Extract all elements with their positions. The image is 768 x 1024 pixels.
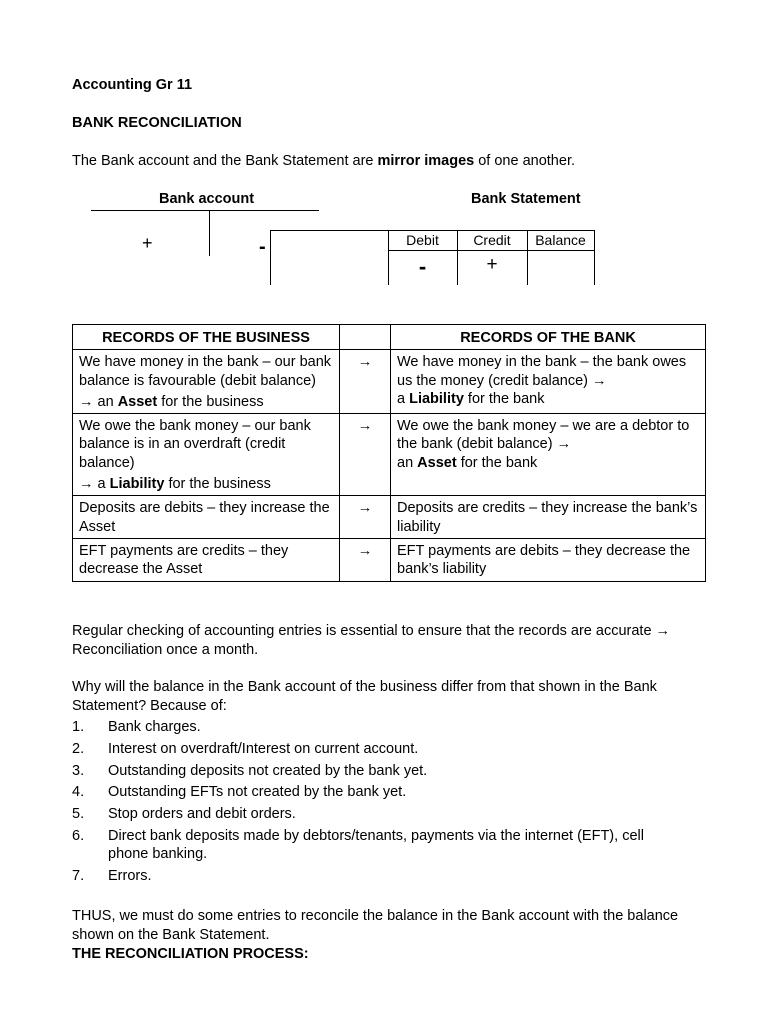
list-text: Stop orders and debit orders. (108, 806, 296, 823)
tail-pre: a (397, 390, 410, 407)
list-text: Direct bank deposits made by debtors/tenants, payments via the internet (EFT), cell phone banking. (108, 827, 644, 863)
tail-post: for the business (164, 476, 271, 493)
table-row (73, 414, 706, 496)
bank-account-label: Bank account (159, 191, 255, 207)
bank-cell: Deposits are credits – they increase the bank’s liability (391, 496, 706, 539)
list-item (72, 762, 668, 781)
bank-tail (397, 454, 699, 472)
header-arrow (340, 325, 391, 350)
tail-bold: Asset (417, 454, 457, 471)
list-number: 1. (72, 719, 85, 735)
records-table (72, 324, 706, 582)
statement-col-debit: Debit (406, 232, 439, 248)
list-item (72, 783, 668, 802)
statement-right-border (594, 230, 595, 285)
t-account-top-line (91, 210, 319, 211)
list-number: 2. (72, 740, 85, 757)
document-subject: Accounting Gr 11 (72, 77, 193, 93)
statement-col-balance: Balance (535, 232, 586, 248)
regular-checking-paragraph: Regular checking of accounting entries is essential to ensure that the records are accurate → Reconciliation once a month. (72, 623, 671, 658)
intro-bold-text: mirror images (377, 153, 475, 169)
document-topic: BANK RECONCILIATION (72, 115, 242, 131)
header-bank: RECORDS OF THE BANK (391, 325, 706, 350)
process-heading: THE RECONCILIATION PROCESS: (72, 946, 309, 962)
credit-minus-sign: - (259, 236, 266, 258)
thus-paragraph: THUS, we must do some entries to reconcile the balance in the Bank account with the balance shown on the Bank Statement. (72, 908, 679, 943)
list-item (72, 805, 668, 824)
list-item (72, 827, 668, 864)
arrow-cell: → (340, 538, 391, 581)
arrow-cell: → (340, 496, 391, 539)
tail-pre: an (397, 454, 418, 471)
list-number: 4. (72, 784, 85, 801)
list-number: 5. (72, 806, 85, 823)
arrow-cell: → (340, 414, 391, 496)
list-item (72, 740, 668, 759)
bank-text: We have money in the bank – the bank owes us the money (credit balance) → (397, 354, 687, 389)
business-cell (73, 414, 340, 496)
table-row (73, 350, 706, 414)
table-header-row (73, 325, 706, 350)
business-cell (73, 350, 340, 414)
intro-paragraph (72, 152, 575, 171)
statement-debit-sign: - (418, 254, 427, 279)
list-text: Errors. (108, 868, 152, 885)
bank-statement-label: Bank Statement (471, 191, 581, 207)
table-row (73, 496, 706, 539)
bank-cell: EFT payments are debits – they decrease the bank’s liability (391, 538, 706, 581)
list-number: 3. (72, 762, 85, 779)
list-number: 6. (72, 827, 85, 844)
business-tail (79, 475, 333, 493)
header-business: RECORDS OF THE BUSINESS (73, 325, 340, 350)
list-text: Outstanding EFTs not created by the bank yet. (108, 784, 407, 801)
tail-post: for the bank (463, 390, 545, 407)
list-item (72, 718, 668, 737)
bank-text: We owe the bank money – we are a debtor to the bank (debit balance) → (397, 418, 690, 453)
statement-left-border (270, 230, 271, 285)
bank-cell (391, 350, 706, 414)
tail-post: for the business (157, 393, 264, 410)
debit-plus-sign: + (142, 233, 153, 253)
reasons-list (72, 718, 668, 889)
business-cell: EFT payments are credits – they decrease the Asset (73, 538, 340, 581)
list-text: Interest on overdraft/Interest on current account. (108, 740, 419, 757)
business-tail (79, 393, 333, 411)
bank-cell (391, 414, 706, 496)
t-account-divider (209, 210, 210, 256)
table-row (73, 538, 706, 581)
tail-post: for the bank (456, 454, 538, 471)
bank-tail (397, 390, 699, 408)
list-item (72, 867, 668, 886)
statement-credit-sign: + (486, 254, 498, 275)
business-cell: Deposits are debits – they increase the Asset (73, 496, 340, 539)
business-text: We owe the bank money – our bank balance is in an overdraft (credit balance) (79, 418, 311, 471)
statement-header-line (388, 250, 595, 251)
tail-pre: → a (79, 476, 110, 493)
tail-pre: → an (79, 393, 118, 410)
tail-bold: Asset (117, 393, 158, 410)
why-paragraph: Why will the balance in the Bank account of the business differ from that shown in the Bank Statement? Because of: (72, 679, 657, 714)
intro-text-end: of one another. (474, 153, 575, 169)
business-text: We have money in the bank – our bank balance is favourable (debit balance) (79, 354, 332, 389)
intro-text: The Bank account and the Bank Statement are (72, 153, 378, 169)
arrow-cell: → (340, 350, 391, 414)
statement-top-line (270, 230, 595, 231)
tail-bold: Liability (109, 476, 165, 493)
list-text: Outstanding deposits not created by the bank yet. (108, 762, 428, 779)
list-number: 7. (72, 868, 85, 885)
tail-bold: Liability (409, 390, 464, 407)
list-text: Bank charges. (108, 719, 201, 735)
statement-col-credit: Credit (473, 232, 511, 248)
